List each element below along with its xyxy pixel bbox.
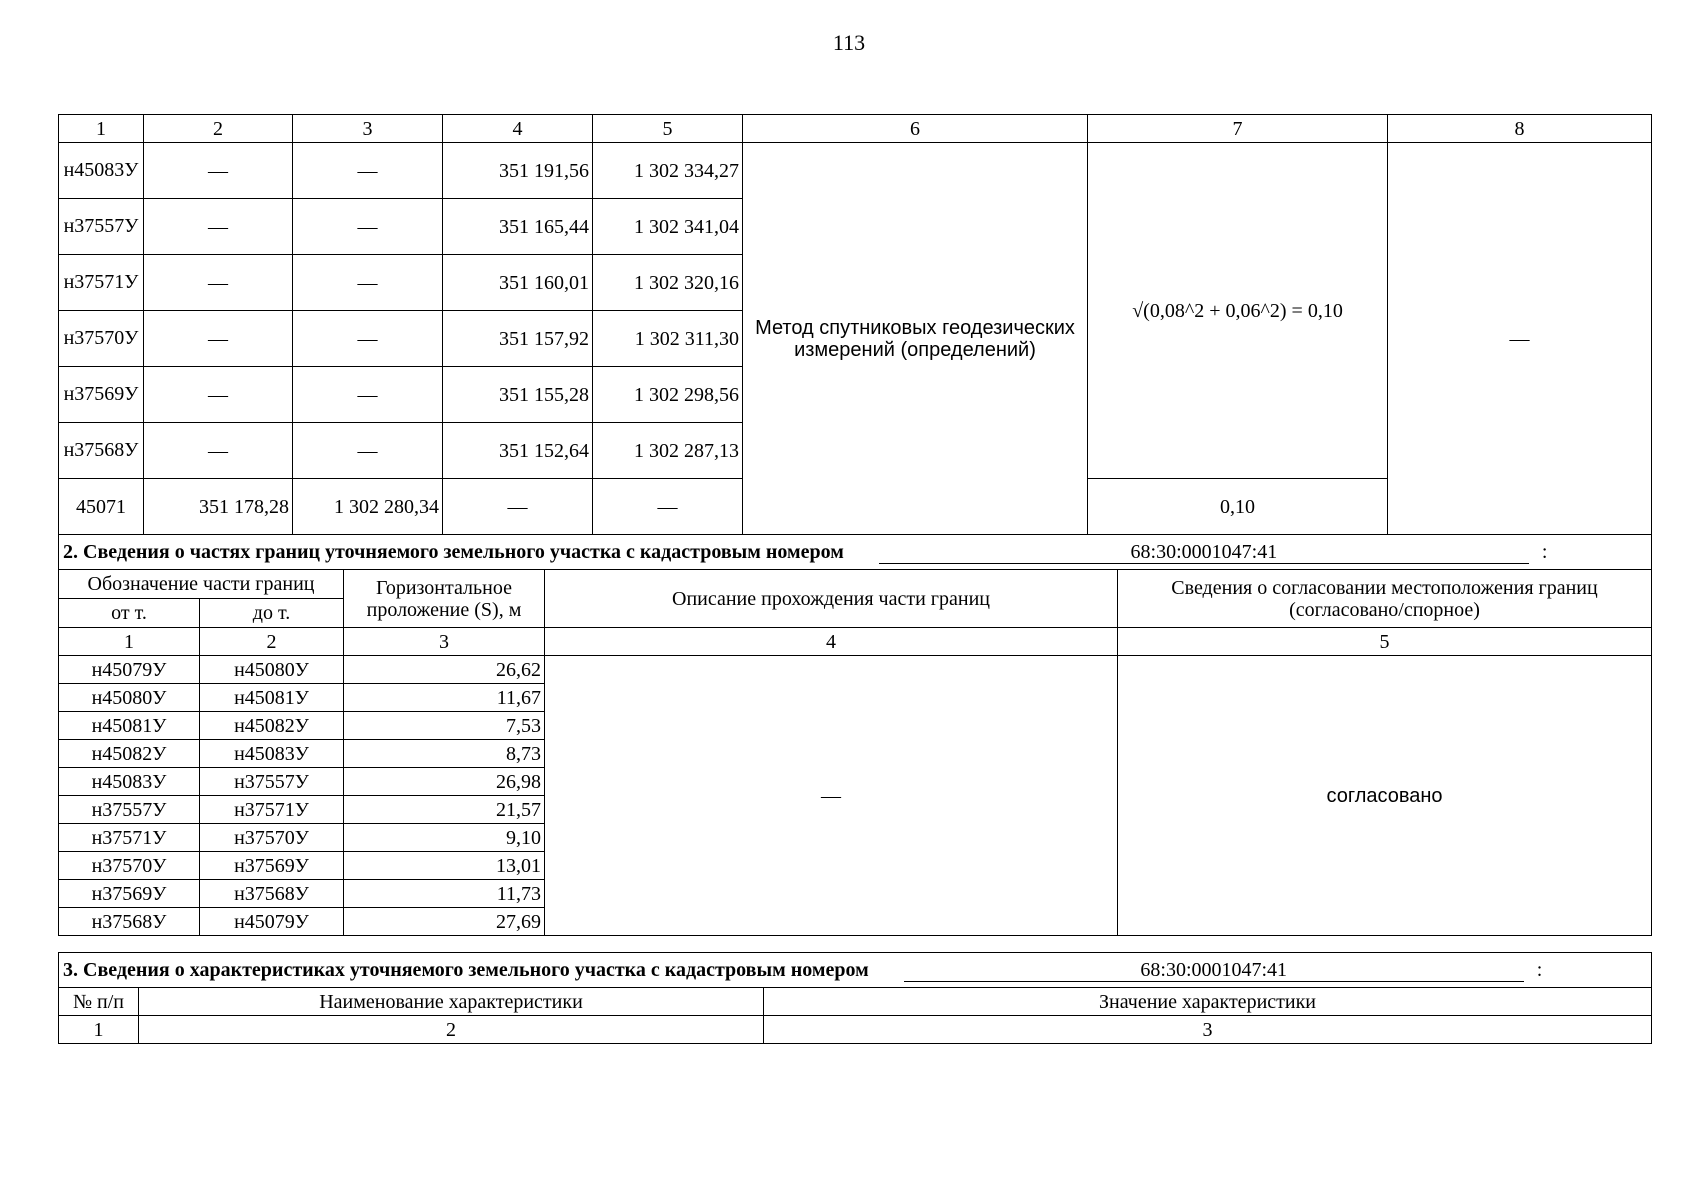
point-name: н45083У: [59, 143, 144, 199]
column-number: 5: [1118, 628, 1652, 656]
section-3-cadastral-number: 68:30:0001047:41: [904, 959, 1524, 982]
cell-c3: —: [293, 311, 443, 367]
cell-x: 351 165,44: [443, 199, 593, 255]
point-name: н37570У: [59, 311, 144, 367]
to-point: н45083У: [200, 740, 344, 768]
cell-c3: —: [293, 367, 443, 423]
horizontal-distance: 27,69: [344, 908, 545, 936]
column-number: 2: [200, 628, 344, 656]
section-3-title-row: [59, 953, 1652, 988]
column-number: 7: [1088, 115, 1388, 143]
agreement-value: согласовано: [1118, 656, 1652, 936]
cell-c2: —: [144, 255, 293, 311]
header-row: [59, 988, 1652, 1016]
point-name: н37571У: [59, 255, 144, 311]
column-number: 8: [1388, 115, 1652, 143]
from-point: н45083У: [59, 768, 200, 796]
to-point: н37570У: [200, 824, 344, 852]
cell-c2: —: [144, 311, 293, 367]
horizontal-distance: 11,67: [344, 684, 545, 712]
description-value: —: [545, 656, 1118, 936]
column-number: 4: [545, 628, 1118, 656]
table-row: [59, 143, 1652, 199]
description-header: Описание прохождения части границ: [545, 570, 1118, 628]
column-number: 4: [443, 115, 593, 143]
column-number: 3: [344, 628, 545, 656]
horizontal-distance: 8,73: [344, 740, 545, 768]
characteristics-table: [58, 952, 1652, 1044]
point-name: н37568У: [59, 423, 144, 479]
section-2-cadastral-number: 68:30:0001047:41: [879, 541, 1529, 564]
horizontal-distance: 7,53: [344, 712, 545, 740]
column-number: 6: [743, 115, 1088, 143]
cell-c2: —: [144, 423, 293, 479]
section-2-title-row: [59, 535, 1652, 570]
cell-c2: —: [144, 143, 293, 199]
to-point: н45080У: [200, 656, 344, 684]
column-number: 1: [59, 115, 144, 143]
column-number: 3: [293, 115, 443, 143]
cell-x: 351 160,01: [443, 255, 593, 311]
point-name: 45071: [59, 479, 144, 535]
from-point: н37557У: [59, 796, 200, 824]
point-name: н37557У: [59, 199, 144, 255]
horizontal-distance: 13,01: [344, 852, 545, 880]
cell-y: 1 302 320,16: [593, 255, 743, 311]
cell-y: 1 302 341,04: [593, 199, 743, 255]
cell-c8: —: [1388, 143, 1652, 535]
to-point: н45081У: [200, 684, 344, 712]
boundary-parts-table: [58, 534, 1652, 936]
from-point: н37569У: [59, 880, 200, 908]
page-number: 113: [832, 30, 866, 55]
to-point: н37571У: [200, 796, 344, 824]
name-header: Наименование характеристики: [139, 988, 764, 1016]
cell-c3: —: [293, 423, 443, 479]
column-number: 3: [764, 1016, 1652, 1044]
cell-x: —: [443, 479, 593, 535]
cell-c3: 1 302 280,34: [293, 479, 443, 535]
cell-c3: —: [293, 199, 443, 255]
to-point: н37569У: [200, 852, 344, 880]
cell-x: 351 191,56: [443, 143, 593, 199]
column-number: 1: [59, 628, 200, 656]
cell-c2: —: [144, 199, 293, 255]
column-number: 5: [593, 115, 743, 143]
from-point: н37571У: [59, 824, 200, 852]
cell-y: 1 302 287,13: [593, 423, 743, 479]
cell-y: —: [593, 479, 743, 535]
header-row: [59, 570, 1652, 599]
point-name: н37569У: [59, 367, 144, 423]
num-header: № п/п: [59, 988, 139, 1016]
column-number: 2: [144, 115, 293, 143]
horizontal-distance: 11,73: [344, 880, 545, 908]
horizontal-distance: 9,10: [344, 824, 545, 852]
cell-c2: 351 178,28: [144, 479, 293, 535]
cell-x: 351 152,64: [443, 423, 593, 479]
agreement-header: Сведения о согласовании местоположения границ (согласовано/спорное): [1118, 570, 1652, 628]
horizontal-distance: 21,57: [344, 796, 545, 824]
coordinates-table: [58, 114, 1652, 535]
to-point: н45079У: [200, 908, 344, 936]
from-point: н45082У: [59, 740, 200, 768]
from-point: н45081У: [59, 712, 200, 740]
accuracy-formula-cell: √(0,08^2 + 0,06^2) = 0,10: [1088, 143, 1388, 479]
section-2-colon: :: [1541, 540, 1548, 563]
cell-c2: —: [144, 367, 293, 423]
to-header: до т.: [200, 599, 344, 628]
cell-y: 1 302 311,30: [593, 311, 743, 367]
cell-y: 1 302 334,27: [593, 143, 743, 199]
to-point: н37568У: [200, 880, 344, 908]
method-cell: Метод спутниковых геодезических измерений (определений): [743, 143, 1088, 535]
accuracy-value: 0,10: [1088, 479, 1388, 535]
from-point: н45080У: [59, 684, 200, 712]
table-row: [59, 656, 1652, 684]
section-2-title: 2. Сведения о частях границ уточняемого земельного участка с кадастровым номером: [63, 540, 844, 563]
from-point: н37570У: [59, 852, 200, 880]
from-point: н37568У: [59, 908, 200, 936]
to-point: н45082У: [200, 712, 344, 740]
cell-c3: —: [293, 143, 443, 199]
cell-x: 351 157,92: [443, 311, 593, 367]
cell-c3: —: [293, 255, 443, 311]
from-header: от т.: [59, 599, 200, 628]
part-designation-header: Обозначение части границ: [59, 570, 344, 599]
cell-y: 1 302 298,56: [593, 367, 743, 423]
column-number-row: [59, 1016, 1652, 1044]
value-header: Значение характеристики: [764, 988, 1652, 1016]
horizontal-distance: 26,98: [344, 768, 545, 796]
column-number-row: [59, 628, 1652, 656]
to-point: н37557У: [200, 768, 344, 796]
horizontal-distance: 26,62: [344, 656, 545, 684]
cell-x: 351 155,28: [443, 367, 593, 423]
column-number-row: [59, 115, 1652, 143]
from-point: н45079У: [59, 656, 200, 684]
column-number: 1: [59, 1016, 139, 1044]
column-number: 2: [139, 1016, 764, 1044]
horizontal-header: Горизонтальное проложение (S), м: [344, 570, 545, 628]
section-3-title: 3. Сведения о характеристиках уточняемого земельного участка с кадастровым номером: [63, 958, 869, 981]
section-3-colon: :: [1536, 958, 1543, 981]
